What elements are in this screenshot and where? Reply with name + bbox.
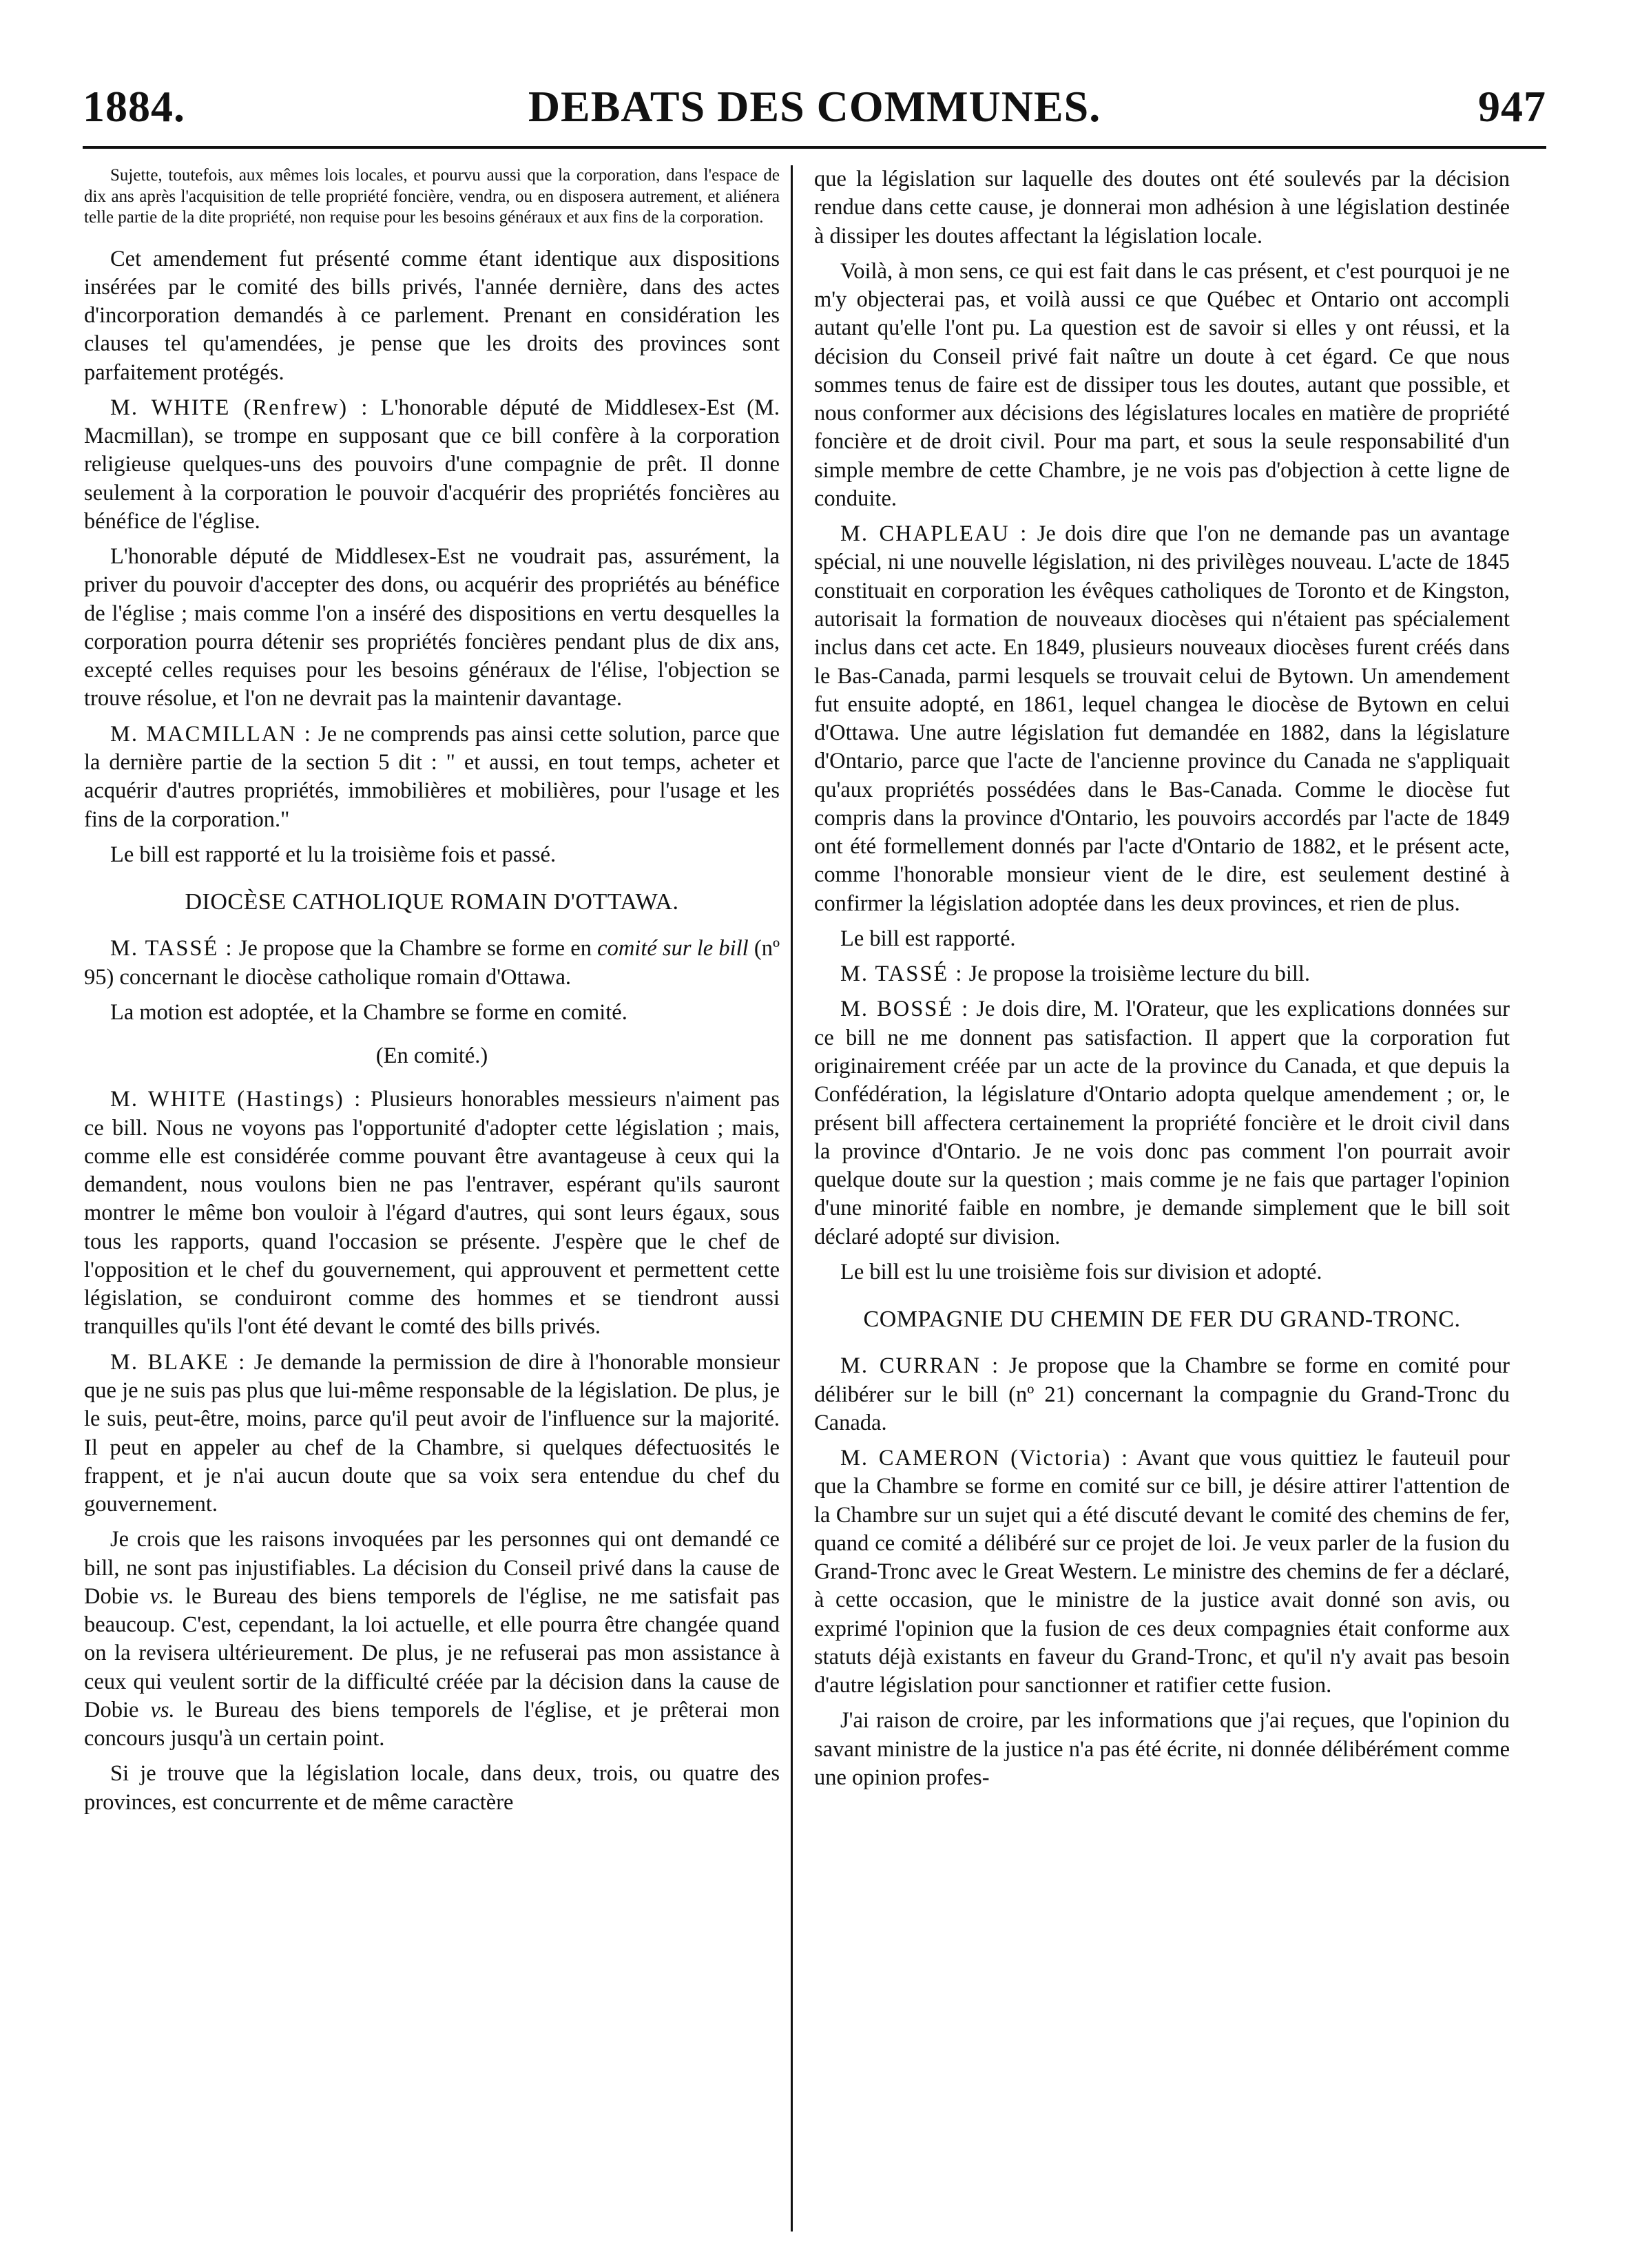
paragraph: Le bill est lu une troisième fois sur division et adopté. xyxy=(840,1259,1322,1284)
paragraph: La motion est adoptée, et la Chambre se forme en comité. xyxy=(110,999,627,1025)
column-divider xyxy=(791,165,793,2231)
speaker-name: M. WHITE (Renfrew) : xyxy=(110,395,369,420)
speech-text: Je propose la troisième lecture du bill. xyxy=(968,961,1311,987)
paragraph: Cet amendement fut présenté comme étant identique aux dispositions insérées par le comité des bills privés, l'année dernière, dans des actes d'incorporation demandés à ce parlement. Prenant en considération les clauses tel qu'amendées, je pense que les droits des provinces sont parfaitement protégés. xyxy=(84,246,780,385)
speech xyxy=(84,394,780,536)
speech-text: Je dois dire, M. l'Orateur, que les explications données sur ce bill ne me donnent pas satisfaction. Il appert que la corporation fut originairement créée par un acte de la province du Canada, et que depuis la Confédération, la législature d'Ontario adopta quelque amendement ; or, le présent bill affectera certainement la propriété foncière et le droit civil dans la province d'Ontario. Je ne vois donc pas comment l'on pourrait avoir quelque doute sur la question ; mais comme je ne fais que partager l'opinion d'une minorité faible en nombre, je demande simplement que le bill soit déclaré adopté sur division. xyxy=(814,997,1510,1249)
speech xyxy=(84,935,780,992)
text-run: le Bureau des biens temporels de l'église, ne me satisfait pas beaucoup. C'est, cependant, la loi actuelle, et elle pourra être changée quand on la revisera ultérieurement. De plus, je ne refuserai pas mon assistance à ceux qui veulent sortir de la difficulté créée par la décision dans la cause de Dobie xyxy=(84,1583,780,1723)
speech-text: Plusieurs honorables messieurs n'aiment pas ce bill. Nous ne voyons pas l'opportunité d'adopter cette législation ; mais, comme elle est considérée comme pouvant être avantageuse à ceux qui la demandent, nous voulons bien ne pas l'entraver, espérant qu'ils sauront montrer le même bon vouloir à l'égard d'autres, qui sont leurs égaux, sous tous les rapports, quand l'occasion se présente. J'espère que le chef de l'opposition et le chef du gouvernement, qui approuvent et permettent cette législation, se conduiront comme des hommes et se tiendront aussi tranquilles qu'ils l'ont été devant le comté des bills privés. xyxy=(84,1087,780,1340)
italic-text: vs. xyxy=(150,1697,175,1723)
speech xyxy=(84,1085,780,1341)
speaker-name: M. WHITE (Hastings) : xyxy=(110,1087,362,1112)
speech-text: (nº 95) concernant le diocèse catholique romain d'Ottawa. xyxy=(84,936,780,990)
section-heading: DIOCÈSE CATHOLIQUE ROMAIN D'OTTAWA. xyxy=(185,889,679,915)
speech-text: Je dois dire que l'on ne demande pas un avantage spécial, ni une nouvelle législation, ni des privilèges nouveau. L'acte de 1845 constituait en corporation les évêques catholiques de Toronto et de Kingston, autorisait la formation de nouveaux diocèses qui n'étaient pas spécialement inclus dans cet acte. En 1849, plusieurs nouveaux diocèses furent créés dans le Bas-Canada, parmi lesquels se trouvait celui de Bytown. Un amendement fut ensuite adopté, en 1861, lequel changea le diocèse de Bytown en celui d'Ottawa. Une autre législation fut demandée en 1882, dans la législature d'Ontario, parce que l'acte de l'ancienne province du Canada ne s'appliquait qu'aux propriétés possédées dans le Bas-Canada. Comme le diocèse fut compris dans la province d'Ontario, les pouvoirs accordés par l'acte de 1849 ont été formellement donnés par l'acte d'Ontario de 1882, et le présent acte, comme l'honorable monsieur vient de le dire, est seulement destiné à confirmer la législation adoptée dans les deux provinces, et rien de plus. xyxy=(814,521,1510,916)
paragraph: J'ai raison de croire, par les informations que j'ai reçues, que l'opinion du savant ministre de la justice n'a pas été écrite, ni donnée délibérément comme une opinion profes- xyxy=(814,1708,1510,1790)
speaker-name: M. MACMILLAN : xyxy=(110,721,312,747)
italic-text: vs. xyxy=(149,1583,174,1609)
speech-text: Avant que vous quittiez le fauteuil pour que la Chambre se forme en comité sur ce bill, je désire attirer l'attention de la Chambre sur un sujet qui a été discuté devant le comité des chemins de fer, quand ce comité a délibéré sur ce projet de loi. Je veux parler de la fusion du Grand-Tronc avec le Great Western. Le ministre des chemins de fer a déclaré, à cette occasion, que le ministre de la justice avait donné son avis, ou exprimé l'opinion que la fusion de ces deux compagnies était conforme aux statuts déjà existants en faveur du Grand-Tronc, et qu'il n'y avait pas besoin d'autre législation pour sanctionner et ratifier cette fusion. xyxy=(814,1446,1510,1698)
speech-text: Je propose que la Chambre se forme en comité pour délibérer sur le bill (nº 21) concernant la compagnie du Grand-Tronc du Canada. xyxy=(814,1353,1510,1435)
header-rule xyxy=(83,146,1546,149)
paragraph: Le bill est rapporté et lu la troisième fois et passé. xyxy=(110,842,557,867)
paragraph xyxy=(84,1526,780,1753)
speaker-name: M. CAMERON (Victoria) : xyxy=(840,1446,1130,1471)
header-title: DEBATS DES COMMUNES. xyxy=(528,82,1101,131)
speaker-name: M. CHAPLEAU : xyxy=(840,521,1028,547)
header-page-number: 947 xyxy=(1478,82,1546,131)
speaker-name: M. BOSSÉ : xyxy=(840,997,970,1022)
section-heading: COMPAGNIE DU CHEMIN DE FER DU GRAND-TRONC. xyxy=(863,1307,1461,1333)
quoted-clause: Sujette, toutefois, aux mêmes lois locales, et pourvu aussi que la corporation, dans l'espace de dix ans après l'acquisition de telle propriété foncière, vendra, ou en disposera autrement, et aliénera telle partie de la dite propriété, non requise pour les besoins généraux et aux fins de la corporation. xyxy=(84,166,780,227)
in-committee-note: (En comité.) xyxy=(375,1043,488,1069)
text-run: Je crois que les raisons invoquées par les personnes qui ont demandé ce bill, ne sont pas injustifiables. La décision du Conseil privé dans la cause de Dobie xyxy=(84,1527,780,1609)
speech xyxy=(814,1444,1510,1700)
speech-text: Je demande la permission de dire à l'honorable monsieur que je ne suis pas plus que lui-même responsable de la législation. De plus, je le suis, peut-être, moins, parce qu'il peut avoir de l'influence sur la majorité. Il peut en appeler au chef de la Chambre, si quelques défectuosités le frappent, et je n'ai aucun doute que sa voix sera entendue du chef du gouvernement. xyxy=(84,1349,780,1517)
left-column xyxy=(84,165,780,1824)
speech xyxy=(814,995,1510,1251)
paragraph: Le bill est rapporté. xyxy=(840,926,1016,951)
text-run: le Bureau des biens temporels de l'église, et je prêterai mon concours jusqu'à un certain point. xyxy=(84,1697,780,1751)
page-header xyxy=(83,81,1546,143)
speech-text: Je propose que la Chambre se forme en xyxy=(238,936,592,961)
paragraph: que la législation sur laquelle des doutes ont été soulevés par la décision rendue dans cette cause, je donnerai mon adhésion à une législation destinée à dissiper les doutes affectant la législation locale. xyxy=(814,167,1510,249)
speech xyxy=(814,520,1510,918)
right-column xyxy=(814,165,1510,1799)
paragraph: Voilà, à mon sens, ce qui est fait dans le cas présent, et c'est pourquoi je ne m'y objecterai pas, et voilà aussi ce que Québec et Ontario ont accompli autant qu'elle l'ont pu. La question est de savoir si elles y ont réussi, et la décision du Conseil privé fait naître un doute à cet égard. Ce que nous sommes tenus de faire est de dissiper tous les doutes, autant que possible, et nous conformer aux décisions des législatures locales en matière de propriété foncière et de droit civil. Pour ma part, et sous la seule responsabilité d'un simple membre de cette Chambre, je ne vois pas d'objection à cette ligne de conduite. xyxy=(814,258,1510,511)
speech xyxy=(814,960,1510,988)
speaker-name: M. TASSÉ : xyxy=(840,961,964,987)
italic-text: comité sur le bill xyxy=(597,936,749,961)
speaker-name: M. TASSÉ : xyxy=(110,936,233,961)
header-year: 1884. xyxy=(83,82,185,131)
speech xyxy=(84,720,780,834)
speaker-name: M. CURRAN : xyxy=(840,1353,1000,1379)
speech xyxy=(84,1349,780,1519)
speech xyxy=(814,1352,1510,1437)
speech-text: Je ne comprends pas ainsi cette solution, parce que la dernière partie de la section 5 dit : " et aussi, en tout temps, acheter et acquérir d'autres propriétés, immobilières et mobilières, pour l'usage et les fins de la corporation." xyxy=(84,721,780,832)
speech-text: L'honorable député de Middlesex-Est (M. Macmillan), se trompe en supposant que ce bill confère à la corporation religieuse quelques-uns des pouvoirs d'une compagnie de prêt. Il donne seulement à la corporation le pouvoir d'acquérir des propriétés foncières au bénéfice de l'église. xyxy=(84,395,780,534)
paragraph: L'honorable député de Middlesex-Est ne voudrait pas, assurément, la priver du pouvoir d'accepter des dons, ou acquérir des propriétés au bénéfice de l'église ; mais comme l'on a inséré des dispositions en vertu desquelles la corporation pourra détenir ses propriétés foncières pendant plus de dix ans, excepté celles requises pour les besoins généraux de l'élise, l'objection se trouve résolue, et l'on ne devrait pas la maintenir davantage. xyxy=(84,544,780,711)
speaker-name: M. BLAKE : xyxy=(110,1349,247,1375)
paragraph: Si je trouve que la législation locale, dans deux, trois, ou quatre des provinces, est concurrente et de même caractère xyxy=(84,1761,780,1815)
